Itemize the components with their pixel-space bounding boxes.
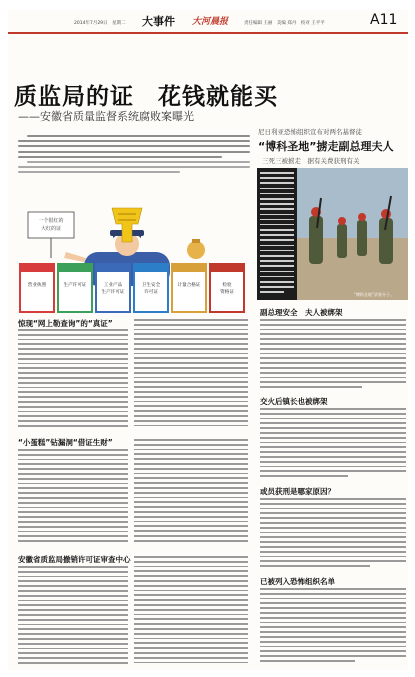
certificate-card-band: [58, 264, 92, 272]
certificate-card-label: 生产许可证: [63, 283, 87, 288]
sign-text-1: 一个很红的: [38, 218, 64, 224]
left-heading-1: 惊现“网上勒查询”的“真证”: [18, 319, 113, 328]
news-photo: [257, 168, 408, 300]
left-body-1b: [134, 319, 248, 429]
left-body-2b: [134, 439, 248, 545]
section-title: 大事件: [142, 15, 175, 28]
certificate-card-band: [210, 264, 244, 272]
sign-text-2: 大红的证: [40, 226, 62, 232]
newspaper-logo: 大河晨报: [192, 17, 229, 27]
cartoon-illustration: [14, 192, 250, 314]
right-body-3: [260, 498, 406, 572]
right-story-title: “博科圣地”掳走副总理夫人: [258, 140, 394, 153]
right-story-kicker: 尼日利亚恐怖组织宣布对两名基督徒: [258, 128, 362, 136]
right-story-subtitle: 三死三被掳走 据有关费获刑有关: [262, 157, 360, 165]
certificate-card-band: [172, 264, 206, 272]
certificate-card-label: 工业产品: [103, 283, 123, 288]
certificate-card-band: [96, 264, 130, 272]
newspaper-page: [8, 10, 408, 670]
right-heading-2: 交火后镇长也被绑架: [260, 397, 328, 406]
certificate-card-label: 营业执照: [27, 283, 47, 288]
page-header: [8, 10, 408, 34]
certificate-card-label: 资格证: [220, 290, 234, 295]
page-number: A11: [370, 12, 398, 28]
right-heading-3: 或员获刑是哪家原因？: [260, 487, 335, 496]
editor-credits: 责任编辑 王丽 美编 郑丹 校对 王平平: [244, 21, 325, 26]
left-heading-3: 安徽省质监局撤销许可证审查中心: [18, 555, 131, 564]
headline-title: 质监局的证 花钱就能买: [14, 84, 278, 110]
left-body-2a: [18, 449, 128, 545]
certificate-card-band: [134, 264, 168, 272]
right-body-1: [260, 319, 406, 393]
left-body-3b: [134, 556, 248, 666]
certificate-card-label: 许可证: [144, 290, 158, 295]
photo-caption: “博科圣地”武装分子。: [353, 292, 394, 297]
certificate-card-label: 计量合格证: [177, 283, 201, 288]
right-heading-1: 副总理安全 夫人被绑架: [260, 308, 343, 317]
right-body-4: [260, 588, 406, 666]
left-heading-2: “小蛋糕”钻漏洞“借证生财”: [18, 438, 113, 447]
issue-date: 2014年7月29日 星期二: [74, 21, 126, 26]
right-heading-4: 已被列入恐怖组织名单: [260, 577, 335, 586]
left-body-1a: [18, 329, 128, 429]
left-body-3a: [18, 566, 128, 666]
money-bag: [187, 239, 205, 259]
certificate-card-band: [20, 264, 54, 272]
headline-subtitle: ——安徽省质量监督系统腐败案曝光: [18, 110, 194, 123]
photo-sidebar-text: [257, 168, 297, 300]
lead-paragraph: [18, 135, 250, 187]
certificate-card-label: 生产许可证: [101, 290, 125, 295]
certificate-card-label: 卫生安全: [141, 283, 161, 288]
right-body-2: [260, 408, 406, 482]
sign-board: [28, 212, 74, 258]
certificate-card-label: 检验: [222, 283, 232, 288]
